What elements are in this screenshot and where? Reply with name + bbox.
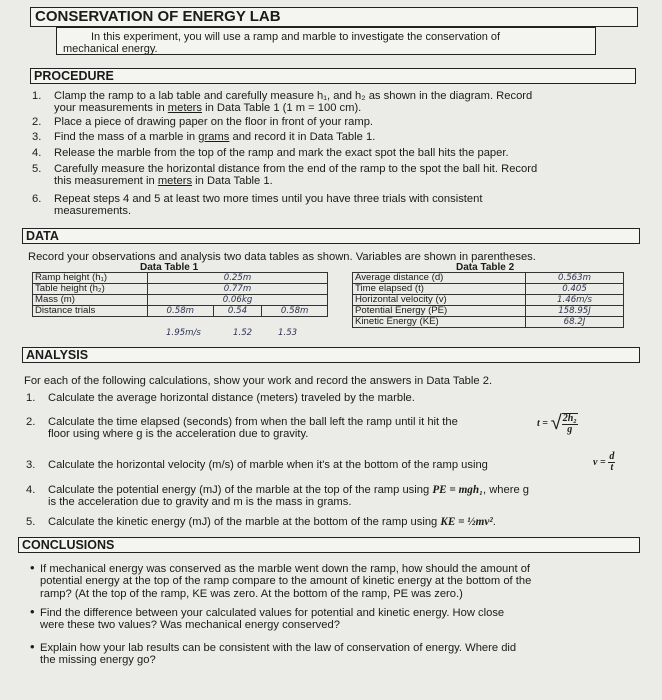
average-distance-value: 0.563m	[526, 273, 624, 284]
analysis-item-2: 2. Calculate the time elapsed (seconds) from when the ball left the ramp until it hit the floor using where g is the acceleration due to gravity.	[26, 416, 458, 441]
procedure-step-4: 4. Release the marble from the top of the ramp and mark the exact spot the ball hits the paper.	[32, 147, 509, 159]
data-table-1	[32, 272, 328, 317]
potential-energy-formula: PE = mgh₁	[432, 484, 484, 496]
sqrt-symbol: √	[550, 412, 562, 434]
intro-line-2: mechanical energy.	[63, 43, 158, 55]
table-row: Table height (h₂) 0.77m	[33, 284, 328, 295]
conclusion-bullet-3: • Explain how your lab results can be consistent with the law of conservation of energy. Where did the missing energy go?	[30, 639, 517, 667]
handwritten-note-1: 1.95m/s	[166, 328, 201, 338]
data-table-2-title: Data Table 2	[456, 262, 515, 273]
table-row: Average distance (d) 0.563m	[353, 273, 624, 284]
data-table-1-title: Data Table 1	[140, 262, 199, 273]
conclusion-bullet-2: • Find the difference between your calculated values for potential and kinetic energy. How close were these two values? Was mechanical energy conserved?	[30, 604, 505, 632]
procedure-step-3: 3. Find the mass of a marble in grams and record it in Data Table 1.	[32, 131, 376, 143]
bullet-dot: •	[30, 560, 35, 575]
procedure-heading: PROCEDURE	[30, 68, 636, 84]
table-height-value: 0.77m	[148, 284, 328, 295]
procedure-step-2: 2. Place a piece of drawing paper on the floor in front of your ramp.	[32, 116, 374, 128]
step-1-line-1: Clamp the ramp to a lab table and carefully measure h₁, and h₂ as shown in the diagram. Record	[54, 90, 533, 102]
conclusion-bullet-1: • If mechanical energy was conserved as the marble went down the ramp, how should the amount of potential energy at the top of the ramp compare to the amount of kinetic energy at the bottom of the ramp? (At the top of the ramp, KE was zero. At the bottom of the ramp, PE was zero.)	[30, 560, 532, 600]
analysis-item-4: 4. Calculate the potential energy (mJ) of the marble at the top of the ramp using PE = mgh₁, where g is the acceleration due to gravity and m is the mass in grams.	[26, 484, 530, 509]
analysis-heading: ANALYSIS	[22, 347, 640, 363]
table-row: Potential Energy (PE) 158.95J	[353, 306, 624, 317]
table-row: Kinetic Energy (KE) 68.2J	[353, 317, 624, 328]
analysis-item-5: 5. Calculate the kinetic energy (mJ) of the marble at the bottom of the ramp using KE = ½mv².	[26, 516, 496, 528]
procedure-step-5: 5. Carefully measure the horizontal distance from the end of the ramp to the spot the ball hit. Record this measurement in meters in Data Table 1.	[32, 163, 538, 188]
table-row: Ramp height (h₁) 0.25m	[33, 273, 328, 284]
trial-1-value: 0.58m	[148, 306, 214, 317]
bullet-dot: •	[30, 604, 35, 619]
trial-3-value: 0.58m	[262, 306, 328, 317]
intro-box	[56, 27, 596, 55]
page-title: CONSERVATION OF ENERGY LAB	[30, 7, 638, 27]
handwritten-note-2: 1.52	[233, 328, 253, 338]
handwritten-note-3: 1.53	[278, 328, 298, 338]
analysis-intro: For each of the following calculations, show your work and record the answers in Data Table 2.	[24, 375, 493, 387]
data-instructions: Record your observations and analysis two data tables as shown. Variables are shown in parentheses.	[28, 251, 536, 263]
procedure-step-1: 1. Clamp the ramp to a lab table and carefully measure h₁, and h₂ as shown in the diagram. Record your measurements in meters in Data Table 1 (1 m = 100 cm).	[32, 90, 632, 116]
bullet-dot: •	[30, 639, 35, 654]
ramp-height-value: 0.25m	[148, 273, 328, 284]
kinetic-energy-value: 68.2J	[526, 317, 624, 328]
table-row: Horizontal velocity (v) 1.46m/s	[353, 295, 624, 306]
data-table-2	[352, 272, 624, 328]
mass-value: 0.06kg	[148, 295, 328, 306]
trial-2-value: 0.54	[213, 306, 262, 317]
potential-energy-value: 158.95J	[526, 306, 624, 317]
analysis-item-1: 1. Calculate the average horizontal distance (meters) traveled by the marble.	[26, 392, 415, 404]
table-row: Mass (m) 0.06kg	[33, 295, 328, 306]
procedure-step-6: 6. Repeat steps 4 and 5 at least two more times until you have three trials with consistent measurements.	[32, 193, 483, 218]
velocity-formula: v = $\frac{d}{t}$	[593, 451, 615, 473]
kinetic-energy-formula: KE = ½mv²	[440, 516, 493, 528]
time-elapsed-value: 0.405	[526, 284, 624, 295]
time-formula: t = √ $\frac{\text{2h₂}}{g}$	[537, 412, 577, 435]
data-heading: DATA	[22, 228, 640, 244]
table-row: Distance trials 0.58m 0.54 0.58m	[33, 306, 328, 317]
intro-line-1: In this experiment, you will use a ramp and marble to investigate the conservation of	[91, 31, 501, 43]
horizontal-velocity-value: 1.46m/s	[526, 295, 624, 306]
step-1-line-2: your measurements in meters in Data Table 1 (1 m = 100 cm).	[54, 102, 362, 115]
analysis-item-3: 3. Calculate the horizontal velocity (m/s) of marble when it's at the bottom of the ramp using	[26, 459, 488, 471]
conclusions-heading: CONCLUSIONS	[18, 537, 640, 553]
table-row: Time elapsed (t) 0.405	[353, 284, 624, 295]
